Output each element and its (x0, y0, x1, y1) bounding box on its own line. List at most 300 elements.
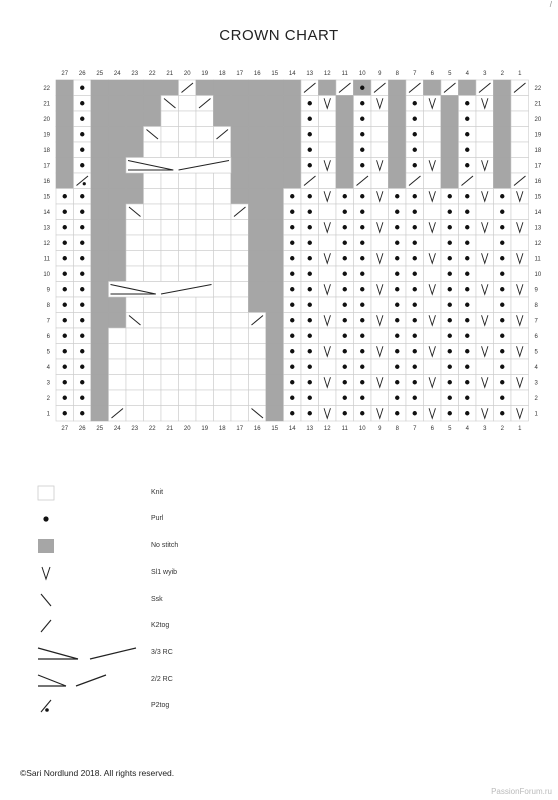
chart-cell (511, 127, 529, 143)
purl-mark (360, 148, 364, 152)
column-number: 25 (96, 426, 104, 432)
purl-mark (80, 303, 84, 307)
purl-mark (290, 287, 294, 291)
chart-cell (231, 266, 249, 282)
purl-mark (465, 117, 469, 121)
chart-cell (196, 111, 214, 127)
chart-cell (109, 266, 127, 282)
purl-mark (448, 194, 452, 198)
purl-mark (413, 318, 417, 322)
chart-cell (161, 406, 179, 422)
chart-cell (196, 328, 214, 344)
purl-mark (308, 117, 312, 121)
purl-mark (308, 334, 312, 338)
chart-cell (91, 189, 109, 205)
purl-mark (308, 210, 312, 214)
chart-cell (126, 266, 144, 282)
purl-mark (63, 210, 67, 214)
chart-cell (126, 220, 144, 236)
purl-mark (360, 365, 364, 369)
column-number: 23 (131, 426, 139, 432)
chart-cell (179, 297, 197, 313)
chart-cell (319, 204, 337, 220)
chart-cell (144, 189, 162, 205)
purl-mark (413, 272, 417, 276)
chart-cell (196, 127, 214, 143)
chart-cell (126, 375, 144, 391)
column-number: 12 (323, 426, 331, 432)
purl-mark (465, 349, 469, 353)
purl-mark (448, 241, 452, 245)
chart-cell (91, 344, 109, 360)
purl-mark (290, 194, 294, 198)
chart-cell (231, 173, 249, 189)
chart-cell (319, 297, 337, 313)
column-number: 22 (148, 71, 156, 77)
chart-cell (371, 127, 389, 143)
column-number: 6 (430, 71, 434, 77)
chart-cell (91, 173, 109, 189)
row-number: 10 (534, 271, 542, 278)
purl-mark (465, 303, 469, 307)
chart-cell (249, 390, 267, 406)
chart-cell (424, 235, 442, 251)
chart-cell (91, 96, 109, 112)
chart-cell (109, 189, 127, 205)
chart-cell (389, 158, 407, 174)
chart-cell (266, 158, 284, 174)
purl-mark (343, 380, 347, 384)
chart-cell (161, 189, 179, 205)
purl-mark (465, 194, 469, 198)
chart-cell (336, 142, 354, 158)
chart-cell (91, 158, 109, 174)
chart-cell (56, 80, 74, 96)
purl-mark (500, 334, 504, 338)
chart-cell (109, 96, 127, 112)
chart-cell (249, 111, 267, 127)
chart-cell (266, 204, 284, 220)
chart-cell (424, 266, 442, 282)
chart-cell (144, 359, 162, 375)
purl-mark (500, 256, 504, 260)
column-number: 10 (358, 71, 366, 77)
chart-cell (109, 142, 127, 158)
chart-cell (91, 127, 109, 143)
purl-mark (343, 303, 347, 307)
purl-mark (290, 380, 294, 384)
chart-cell (179, 189, 197, 205)
row-number: 22 (534, 85, 542, 92)
chart-cell (91, 251, 109, 267)
purl-mark (290, 303, 294, 307)
purl-mark (63, 241, 67, 245)
chart-cell (389, 127, 407, 143)
purl-mark (360, 163, 364, 167)
purl-mark (395, 380, 399, 384)
legend-label: Knit (151, 489, 164, 496)
row-number: 11 (534, 256, 541, 263)
chart-cell (144, 173, 162, 189)
purl-mark (395, 303, 399, 307)
chart-cell (56, 142, 74, 158)
purl-mark (63, 256, 67, 260)
chart-cell (476, 111, 494, 127)
purl-mark (465, 163, 469, 167)
purl-mark (448, 380, 452, 384)
chart-cell (126, 142, 144, 158)
purl-mark (395, 396, 399, 400)
chart-cell (126, 235, 144, 251)
column-number: 20 (183, 71, 191, 77)
chart-cell (371, 390, 389, 406)
chart-cell (126, 359, 144, 375)
purl-mark (80, 380, 84, 384)
row-number: 16 (43, 178, 50, 185)
purl-mark (465, 318, 469, 322)
purl-mark (448, 303, 452, 307)
chart-cell (214, 189, 232, 205)
chart-cell (214, 173, 232, 189)
chart-cell (476, 142, 494, 158)
purl-mark (360, 318, 364, 322)
purl-mark (308, 349, 312, 353)
chart-cell (109, 344, 127, 360)
legend-label: Ssk (151, 596, 163, 603)
legend-label: K2tog (151, 622, 170, 629)
purl-mark (343, 411, 347, 415)
chart-cell (161, 251, 179, 267)
column-number: 9 (378, 71, 382, 77)
row-number: 12 (534, 240, 542, 247)
chart-cell (249, 297, 267, 313)
purl-mark (343, 349, 347, 353)
chart-cell (441, 127, 459, 143)
purl-mark (395, 334, 399, 338)
column-number: 26 (78, 71, 86, 77)
chart-cell (424, 127, 442, 143)
chart-cell (179, 266, 197, 282)
chart-title: CROWN CHART (219, 27, 339, 44)
chart-cell (231, 220, 249, 236)
purl-mark (448, 349, 452, 353)
row-number: 7 (46, 318, 50, 325)
knit-symbol-icon (36, 485, 146, 503)
legend-label: No stitch (151, 542, 179, 549)
chart-cell (196, 406, 214, 422)
chart-cell (109, 127, 127, 143)
column-number: 14 (288, 71, 296, 77)
chart-cell (91, 406, 109, 422)
sl1-symbol-icon (36, 565, 146, 583)
column-number: 15 (271, 71, 279, 77)
chart-cell (144, 204, 162, 220)
chart-cell (266, 282, 284, 298)
chart-cell (161, 313, 179, 329)
column-number: 1 (518, 71, 522, 77)
purl-mark (290, 272, 294, 276)
chart-cell (126, 344, 144, 360)
row-number: 18 (534, 147, 542, 154)
chart-cell (214, 344, 232, 360)
purl-mark (360, 117, 364, 121)
chart-cell (266, 220, 284, 236)
chart-cell (214, 220, 232, 236)
chart-cell (231, 111, 249, 127)
purl-mark (500, 272, 504, 276)
chart-cell (231, 251, 249, 267)
chart-cell (476, 359, 494, 375)
chart-cell (266, 111, 284, 127)
chart-cell (424, 173, 442, 189)
purl-mark (413, 411, 417, 415)
chart-cell (249, 96, 267, 112)
purl-mark (448, 334, 452, 338)
column-number: 18 (218, 426, 226, 432)
chart-cell (266, 297, 284, 313)
chart-cell (231, 235, 249, 251)
row-number: 2 (46, 395, 50, 402)
purl-mark (465, 334, 469, 338)
purl-mark (343, 194, 347, 198)
chart-cell (196, 390, 214, 406)
purl-mark (448, 318, 452, 322)
purl-mark (465, 411, 469, 415)
chart-cell (126, 173, 144, 189)
chart-cell (161, 220, 179, 236)
purl-mark (290, 256, 294, 260)
column-number: 19 (201, 71, 209, 77)
chart-cell (476, 204, 494, 220)
purl-mark (448, 210, 452, 214)
purl-mark (413, 148, 417, 152)
chart-cell (389, 173, 407, 189)
chart-cell (109, 313, 127, 329)
row-number: 19 (43, 132, 50, 139)
column-number: 4 (465, 426, 469, 432)
purl-mark (360, 241, 364, 245)
row-number: 9 (534, 287, 538, 294)
chart-cell (424, 359, 442, 375)
row-number: 8 (534, 302, 538, 309)
purl-mark (413, 210, 417, 214)
purl-mark (63, 225, 67, 229)
chart-cell (266, 390, 284, 406)
chart-cell (266, 96, 284, 112)
chart-cell (214, 375, 232, 391)
chart-cell (319, 235, 337, 251)
row-number: 7 (534, 318, 538, 325)
chart-cell (91, 390, 109, 406)
chart-cell (161, 235, 179, 251)
chart-cell (371, 266, 389, 282)
purl-mark (308, 380, 312, 384)
chart-cell (249, 282, 267, 298)
column-number: 2 (500, 426, 504, 432)
chart-cell (336, 111, 354, 127)
purl-mark (360, 101, 364, 105)
column-number: 6 (430, 426, 434, 432)
chart-cell (214, 251, 232, 267)
purl-mark (413, 117, 417, 121)
purl-mark (465, 256, 469, 260)
chart-cell (126, 80, 144, 96)
column-number: 1 (518, 426, 522, 432)
column-number: 20 (183, 426, 191, 432)
chart-cell (109, 204, 127, 220)
purl-mark (80, 225, 84, 229)
purl-mark (360, 349, 364, 353)
chart-cell (459, 80, 477, 96)
purl-mark (308, 365, 312, 369)
chart-cell (249, 189, 267, 205)
purl-mark (308, 241, 312, 245)
purl-mark (308, 272, 312, 276)
purl-mark (500, 318, 504, 322)
purl-mark (360, 256, 364, 260)
chart-cell (249, 344, 267, 360)
column-number: 15 (271, 426, 279, 432)
chart-cell (126, 390, 144, 406)
chart-cell (511, 266, 529, 282)
column-number: 13 (306, 71, 314, 77)
purl-mark (290, 210, 294, 214)
chart-cell (266, 266, 284, 282)
chart-cell (231, 406, 249, 422)
purl-mark (448, 365, 452, 369)
chart-cell (494, 96, 512, 112)
column-number: 27 (61, 426, 69, 432)
chart-cell (336, 173, 354, 189)
chart-cell (511, 328, 529, 344)
chart-cell (214, 359, 232, 375)
chart-cell (231, 297, 249, 313)
chart-cell (196, 313, 214, 329)
chart-cell (319, 266, 337, 282)
chart-cell (249, 235, 267, 251)
chart-cell (231, 127, 249, 143)
chart-cell (179, 328, 197, 344)
row-number: 9 (46, 287, 50, 294)
chart-cell (266, 173, 284, 189)
purl-mark (63, 318, 67, 322)
purl-mark (360, 272, 364, 276)
purl-mark (465, 287, 469, 291)
chart-cell (231, 313, 249, 329)
legend-label: Sl1 wyib (151, 569, 178, 576)
chart-cell (494, 142, 512, 158)
purl-mark (500, 396, 504, 400)
chart-cell (249, 127, 267, 143)
purl-mark (63, 396, 67, 400)
chart-cell (109, 235, 127, 251)
chart-cell (371, 359, 389, 375)
copyright-notice: ©Sari Nordlund 2018. All rights reserved. (20, 768, 175, 778)
column-number: 24 (113, 426, 121, 432)
purl-mark (413, 349, 417, 353)
chart-cell (266, 235, 284, 251)
row-number: 17 (534, 163, 542, 170)
purl-mark (448, 256, 452, 260)
chart-cell (284, 80, 302, 96)
chart-cell (249, 266, 267, 282)
purl-mark (500, 210, 504, 214)
chart-cell (91, 235, 109, 251)
chart-cell (196, 297, 214, 313)
row-number: 5 (46, 349, 50, 356)
chart-cell (249, 359, 267, 375)
purl-mark (465, 380, 469, 384)
purl-mark (448, 225, 452, 229)
chart-cell (249, 158, 267, 174)
column-number: 16 (253, 426, 261, 432)
chart-cell (266, 80, 284, 96)
legend-label: 3/3 RC (151, 649, 173, 656)
chart-cell (179, 142, 197, 158)
chart-cell (319, 142, 337, 158)
chart-cell (144, 344, 162, 360)
purl-mark (308, 303, 312, 307)
chart-cell (161, 359, 179, 375)
chart-cell (126, 189, 144, 205)
chart-cell (179, 344, 197, 360)
chart-cell (336, 96, 354, 112)
chart-cell (214, 80, 232, 96)
chart-cell (389, 80, 407, 96)
chart-cell (494, 111, 512, 127)
chart-cell (424, 390, 442, 406)
purl-mark (448, 396, 452, 400)
chart-cell (231, 344, 249, 360)
chart-cell (371, 328, 389, 344)
chart-cell (389, 96, 407, 112)
chart-cell (179, 127, 197, 143)
chart-cell (424, 328, 442, 344)
watermark: PassionForum.ru (491, 787, 552, 796)
purl-mark (80, 365, 84, 369)
purl-mark (413, 225, 417, 229)
purl-mark (448, 287, 452, 291)
chart-cell (179, 220, 197, 236)
row-number: 14 (534, 209, 542, 216)
purl-mark (63, 287, 67, 291)
chart-cell (476, 328, 494, 344)
chart-cell (109, 390, 127, 406)
purl-mark (63, 365, 67, 369)
chart-cell (144, 251, 162, 267)
chart-cell (249, 375, 267, 391)
chart-cell (91, 297, 109, 313)
row-number: 4 (46, 364, 50, 371)
purl-mark (308, 101, 312, 105)
chart-cell (109, 328, 127, 344)
chart-cell (249, 173, 267, 189)
chart-cell (56, 158, 74, 174)
p2tog-symbol-icon (36, 698, 146, 716)
purl-mark (413, 303, 417, 307)
purl-mark (465, 365, 469, 369)
chart-cell (214, 328, 232, 344)
purl-mark (343, 318, 347, 322)
purl-mark (63, 411, 67, 415)
chart-cell (144, 96, 162, 112)
chart-cell (196, 375, 214, 391)
row-number: 15 (534, 194, 542, 201)
chart-cell (144, 297, 162, 313)
chart-cell (109, 297, 127, 313)
chart-cell (214, 266, 232, 282)
purl-mark (63, 334, 67, 338)
